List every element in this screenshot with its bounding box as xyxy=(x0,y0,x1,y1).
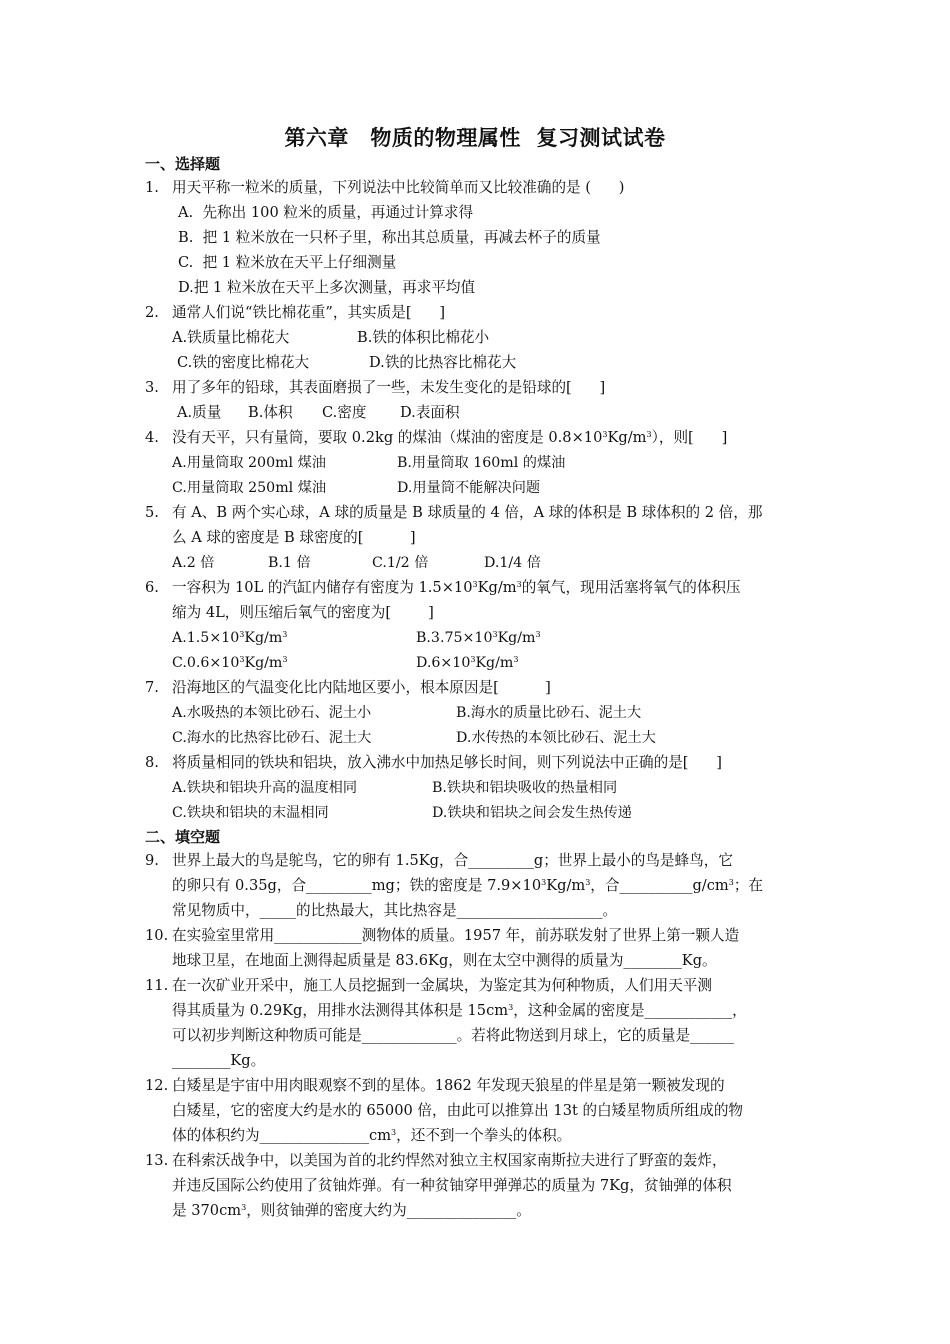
superscript: 3 xyxy=(516,580,522,589)
question-number: 9. xyxy=(145,852,159,869)
option-c: C.铁块和铝块的末温相同 xyxy=(172,805,329,821)
superscript: 3 xyxy=(470,655,476,664)
option-text: B.3.75×10 xyxy=(416,630,493,646)
option-a xyxy=(172,628,287,648)
question-number: 11. xyxy=(145,977,169,994)
text-segment: 体的体积约为_______________cm xyxy=(172,1127,392,1144)
question-text: 地球卫星，在地面上测得起质量是 83.6Kg，则在太空中测得的质量为________Kg。 xyxy=(172,952,717,969)
question-text: 可以初步判断这种物质可能是_____________。若将此物送到月球上，它的质量是______ xyxy=(172,1027,734,1044)
option-text: D.6×10 xyxy=(416,655,471,671)
unit-text: Kg/m xyxy=(546,877,586,894)
question-stem: 沿海地区的气温变化比内陆地区要小，根本原因是[ ] xyxy=(172,679,551,696)
unit-text: Kg/m xyxy=(477,579,517,596)
question-stem xyxy=(172,578,741,598)
superscript: 3 xyxy=(472,580,478,589)
option-a: A.质量 xyxy=(177,404,222,421)
superscript: 3 xyxy=(492,630,498,639)
option-text: C.0.6×10 xyxy=(172,655,240,671)
option-b: B.铁的体积比棉花小 xyxy=(357,329,490,346)
question-stem: 用了多年的铅球，其表面磨损了一些，未发生变化的是铅球的[ ] xyxy=(172,379,606,396)
question-text xyxy=(172,1001,747,1021)
page-title: 第六章 物质的物理属性 复习测试试卷 xyxy=(284,126,666,150)
question-stem xyxy=(172,428,727,448)
option-c xyxy=(172,653,287,673)
text-segment: 是 370cm xyxy=(172,1202,242,1219)
question-text: 在科索沃战争中，以美国为首的北约悍然对独立主权国家南斯拉夫进行了野蛮的轰炸， xyxy=(172,1152,727,1169)
superscript: 3 xyxy=(541,878,547,887)
option-b: B.用量筒取 160ml 的煤油 xyxy=(397,455,566,471)
stem-text: 没有天平，只有量筒，要取 0.2kg 的煤油（煤油的密度是 0.8×10 xyxy=(172,429,603,446)
question-text: 并违反国际公约使用了贫铀炸弹。有一种贫铀穿甲弹弹芯的质量为 7Kg，贫铀弹的体积 xyxy=(172,1177,732,1194)
text-segment: ，合__________g/cm xyxy=(590,877,729,894)
option-a: A.铁块和铝块升高的温度相同 xyxy=(172,780,358,796)
option-d xyxy=(416,653,518,673)
question-number: 3. xyxy=(145,379,159,396)
question-text: 白矮星是宇宙中用肉眼观察不到的星体。1862 年发现天狼星的伴星是第一颗被发现的 xyxy=(172,1077,725,1094)
option-c: C.铁的密度比棉花大 xyxy=(177,354,310,371)
text-segment: ，这种金属的密度是____________， xyxy=(513,1002,747,1019)
question-text: 世界上最大的鸟是鸵鸟，它的卵有 1.5Kg，合_________g；世界上最小的鸟是蜂鸟，它 xyxy=(172,852,733,869)
question-stem-cont: 么 A 球的密度是 B 球密度的[ ] xyxy=(172,529,416,546)
superscript: 3 xyxy=(282,655,288,664)
option-b xyxy=(416,628,541,648)
superscript: 3 xyxy=(646,430,652,439)
superscript: 3 xyxy=(391,1128,397,1137)
superscript: 3 xyxy=(602,430,608,439)
option-d: D.把 1 粒米放在天平上多次测量，再求平均值 xyxy=(178,279,476,296)
option-d: D.水传热的本领比砂石、泥土大 xyxy=(456,730,656,746)
question-text: 白矮星，它的密度大约是水的 65000 倍，由此可以推算出 13t 的白矮星物质所组成的物 xyxy=(172,1102,744,1119)
section-heading-fill: 二、填空题 xyxy=(145,828,221,846)
text-segment: 得其质量为 0.29Kg，用排水法测得其体积是 15cm xyxy=(172,1002,509,1019)
option-d: D.铁块和铝块之间会发生热传递 xyxy=(432,805,632,821)
superscript: 3 xyxy=(513,655,519,664)
option-c: C.用量筒取 250ml 煤油 xyxy=(172,480,327,496)
option-a: A.铁质量比棉花大 xyxy=(172,329,290,346)
question-number: 13. xyxy=(145,1152,169,1169)
stem-text: 一容积为 10L 的汽缸内储存有密度为 1.5×10 xyxy=(172,579,473,596)
option-c: C. 把 1 粒米放在天平上仔细测量 xyxy=(178,254,397,271)
option-c: C.密度 xyxy=(322,404,367,421)
option-d: D.表面积 xyxy=(400,404,460,421)
unit-text: Kg/m xyxy=(475,655,514,671)
option-a: A.用量筒取 200ml 煤油 xyxy=(172,455,326,471)
text-segment: ，则贫铀弹的密度大约为_______________。 xyxy=(246,1202,531,1219)
option-text: A.1.5×10 xyxy=(172,630,240,646)
question-stem: 通常人们说“铁比棉花重”，其实质是[ ] xyxy=(172,304,446,321)
superscript: 3 xyxy=(239,655,245,664)
question-text: ________Kg。 xyxy=(172,1052,266,1069)
option-b: B. 把 1 粒米放在一只杯子里，称出其总质量，再减去杯子的质量 xyxy=(178,229,601,246)
question-number: 10. xyxy=(145,927,169,944)
option-a: A. 先称出 100 粒米的质量，再通过计算求得 xyxy=(178,204,474,221)
option-d: D.铁的比热容比棉花大 xyxy=(369,354,517,371)
question-text xyxy=(172,1126,571,1146)
superscript: 3 xyxy=(508,1003,514,1012)
option-b: B.1 倍 xyxy=(268,555,311,571)
question-text: 在一次矿业开采中，施工人员挖掘到一金属块，为鉴定其为何种物质，人们用天平测 xyxy=(172,977,712,994)
question-stem: 将质量相同的铁块和铝块，放入沸水中加热足够长时间，则下列说法中正确的是[ ] xyxy=(172,754,723,771)
option-d: D.1/4 倍 xyxy=(484,555,541,571)
superscript: 3 xyxy=(728,878,734,887)
option-a: A.水吸热的本领比砂石、泥土小 xyxy=(172,705,372,721)
text-segment: 的卵只有 0.35g，合_________mg；铁的密度是 7.9×10 xyxy=(172,877,542,894)
question-text xyxy=(172,1201,531,1221)
question-stem: 用天平称一粒米的质量，下列说法中比较简单而又比较准确的是 ( ) xyxy=(172,179,625,196)
question-number: 7. xyxy=(145,679,159,696)
question-stem: 有 A、B 两个实心球，A 球的质量是 B 球质量的 4 倍，A 球的体积是 B 球体积的 2 倍，那 xyxy=(172,504,763,521)
question-number: 4. xyxy=(145,429,159,446)
stem-text: ），则[ ] xyxy=(651,429,728,446)
superscript: 3 xyxy=(585,878,591,887)
superscript: 3 xyxy=(241,1203,247,1212)
option-c: C.海水的比热容比砂石、泥土大 xyxy=(172,730,372,746)
superscript: 3 xyxy=(282,630,288,639)
superscript: 3 xyxy=(535,630,541,639)
unit-text: Kg/m xyxy=(244,655,283,671)
question-number: 2. xyxy=(145,304,159,321)
question-number: 6. xyxy=(145,579,159,596)
unit-text: Kg/m xyxy=(244,630,283,646)
question-stem-cont: 缩为 4L，则压缩后氧气的密度为[ ] xyxy=(172,604,434,621)
option-b: B.铁块和铝块吸收的热量相同 xyxy=(432,780,618,796)
text-segment: ；在 xyxy=(733,877,764,894)
unit-text: Kg/m xyxy=(607,429,647,446)
stem-text: 的氧气，现用活塞将氧气的体积压 xyxy=(521,579,741,596)
option-d: D.用量筒不能解决问题 xyxy=(397,480,541,496)
option-b: B.体积 xyxy=(248,404,293,421)
question-number: 5. xyxy=(145,504,159,521)
question-number: 1. xyxy=(145,179,159,196)
superscript: 3 xyxy=(239,630,245,639)
question-text xyxy=(172,876,763,896)
question-text: 在实验室里常用____________测物体的质量。1957 年，前苏联发射了世界上第一颗人造 xyxy=(172,927,740,944)
option-c: C.1/2 倍 xyxy=(372,555,429,571)
question-number: 8. xyxy=(145,754,159,771)
section-heading-choice: 一、选择题 xyxy=(145,155,221,173)
question-text: 常见物质中，_____的比热最大，其比热容是____________________。 xyxy=(172,902,618,919)
option-b: B.海水的质量比砂石、泥土大 xyxy=(456,705,642,721)
option-a: A.2 倍 xyxy=(172,555,215,571)
question-number: 12. xyxy=(145,1077,169,1094)
unit-text: Kg/m xyxy=(497,630,536,646)
text-segment: ，还不到一个拳头的体积。 xyxy=(396,1127,572,1144)
